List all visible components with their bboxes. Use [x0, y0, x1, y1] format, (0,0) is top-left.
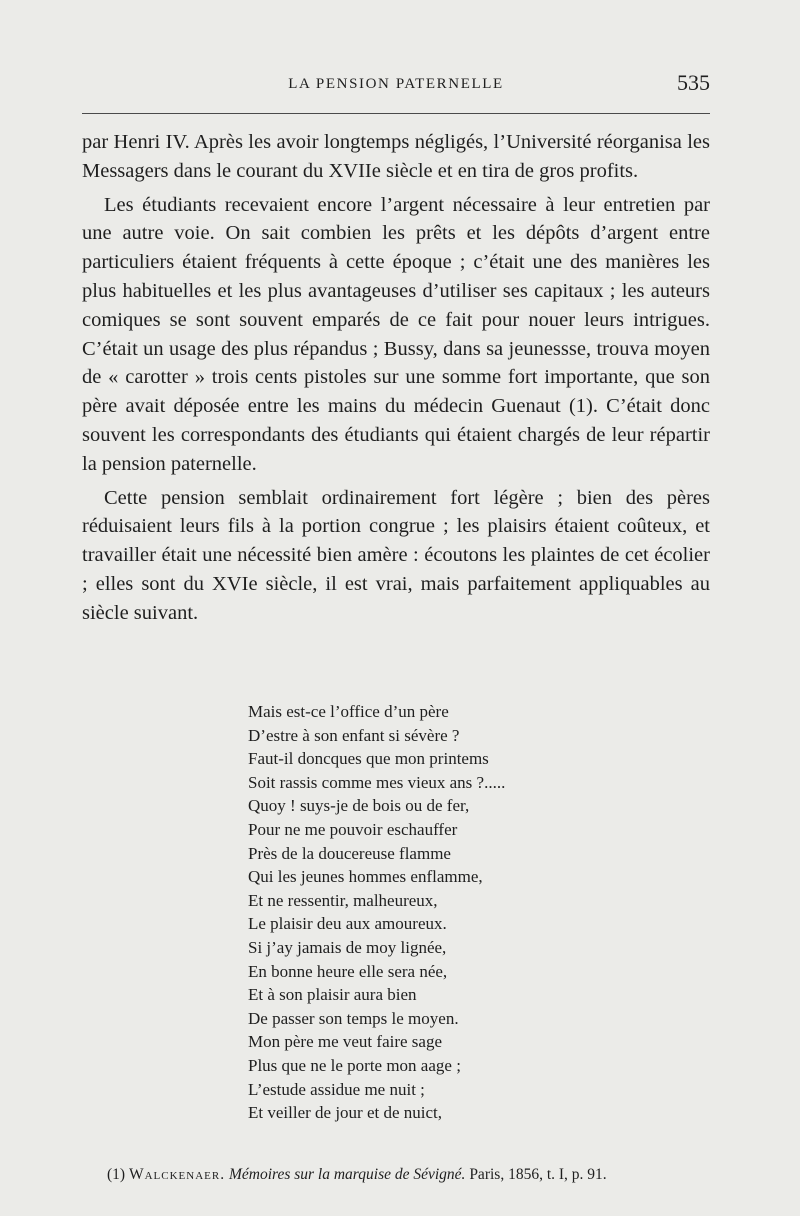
- poem-line: Quoy ! suys-je de bois ou de fer,: [248, 796, 470, 816]
- poem-line: Qui les jeunes hommes enflamme,: [248, 867, 483, 887]
- poem-line: Mais est-ce l’office d’un père: [248, 702, 449, 721]
- poem-line: Si j’ay jamais de moy lignée,: [248, 937, 447, 957]
- poem-line: Soit rassis comme mes vieux ans ?.....: [248, 772, 506, 792]
- page-header: [82, 70, 710, 100]
- poem-line: D’estre à son enfant si sévère ?: [248, 725, 460, 745]
- header-rule: [82, 113, 710, 114]
- poem-line: Pour ne me pouvoir eschauffer: [248, 819, 458, 839]
- page-number: 535: [677, 70, 710, 95]
- poem-line: Et ne ressentir, malheureux,: [248, 890, 438, 910]
- poem-line: Près de la doucereuse flamme: [248, 843, 451, 863]
- poem-line: Mon père me veut faire sage: [248, 1032, 442, 1052]
- running-title: LA PENSION PATERNELLE: [288, 76, 504, 92]
- footnote-title: Mémoires sur la marquise de Sévigné.: [228, 1166, 466, 1183]
- footnote-marker: (1): [107, 1166, 126, 1183]
- poem: [248, 700, 608, 1125]
- poem-line: Plus que ne le porte mon aage ;: [248, 1055, 461, 1075]
- paragraph: Cette pension semblait ordinairement fort légère ; bien des pères réduisaient leurs fils à la portion congrue ; les plaisirs étaient coûteux, et travailler était une nécessité bien amère : écoutons les plaintes de cet écolier ; elles sont du XVIe siècle, il est vrai, mais parfaitement appliquables au siècle suivant.: [82, 486, 710, 624]
- body-text: [82, 128, 710, 628]
- poem-line: En bonne heure elle sera née,: [248, 961, 448, 981]
- poem-line: Et à son plaisir aura bien: [248, 985, 417, 1005]
- paragraph: par Henri IV. Après les avoir longtemps négligés, l’Université réorganisa les Messagers dans le courant du XVIIe siècle et en tira de gros profits.: [82, 131, 710, 182]
- poem-line: Et veiller de jour et de nuict,: [248, 1103, 443, 1123]
- footnote-author: Walckenaer.: [128, 1166, 226, 1183]
- footnote: [107, 1166, 717, 1184]
- poem-line: Le plaisir deu aux amoureux.: [248, 914, 447, 934]
- poem-line: De passer son temps le moyen.: [248, 1008, 459, 1028]
- poem-line: L’estude assidue me nuit ;: [248, 1079, 425, 1099]
- paragraph: Les étudiants recevaient encore l’argent nécessaire à leur entretien par une autre voie. On sait combien les prêts et les dépôts d’argent entre particuliers étaient fréquents à cette époque ; c’était une des manières les plus habituelles et les plus avantageuses d’utiliser ses capitaux ; les auteurs comiques se sont souvent emparés de ce fait pour nouer leurs intrigues. C’était un usage des plus répandus ; Bussy, dans sa jeunessse, trouva moyen de « carotter » trois cents pistoles sur une somme fort importante, que son père avait déposée entre les mains du médecin Guenaut (1). C’était donc souvent les correspondants des étudiants qui étaient chargés de leur répartir la pension paternelle.: [82, 193, 710, 475]
- poem-line: Faut-il doncques que mon printems: [248, 749, 489, 769]
- footnote-citation: Paris, 1856, t. I, p. 91.: [469, 1166, 607, 1183]
